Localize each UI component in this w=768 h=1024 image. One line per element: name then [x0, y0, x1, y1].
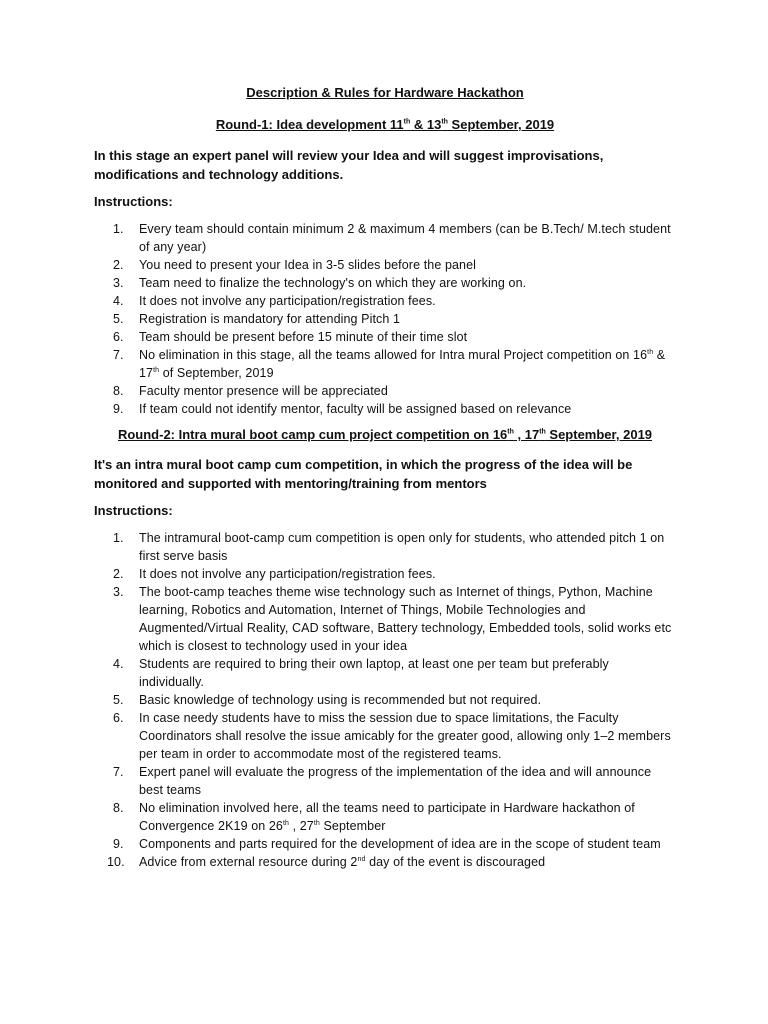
list-item — [94, 328, 676, 346]
list-item-text: You need to present your Idea in 3-5 slides before the panel — [139, 258, 477, 272]
list-item-text: Every team should contain minimum 2 & maximum 4 members (can be B.Tech/ M.tech student of any year) — [139, 222, 671, 254]
document-page — [94, 84, 676, 871]
list-item-number: 6. — [113, 330, 124, 344]
list-item-text: In case needy students have to miss the session due to space limitations, the Faculty Coordinators shall resolve the issue amicably for the greater good, allowing only 1–2 members per team in order to accommodate most of the registered teams. — [139, 711, 671, 761]
round1-heading-sup: th — [441, 118, 448, 126]
round2-intro: It's an intra mural boot camp cum competition, in which the progress of the idea will be monitored and supported with mentoring/training from mentors — [94, 457, 633, 491]
list-item-text: Team should be present before 15 minute of their time slot — [139, 330, 468, 344]
list-item — [94, 292, 676, 310]
list-item-number: 4. — [113, 657, 124, 671]
ordinal-suffix: th — [282, 819, 290, 827]
list-item — [94, 310, 676, 328]
list-item-text: It does not involve any participation/registration fees. — [139, 294, 436, 308]
round1-heading-sup: th — [403, 118, 411, 126]
round1-intro: In this stage an expert panel will review your Idea and will suggest improvisations, modifications and technology additions. — [94, 148, 604, 182]
list-item — [94, 220, 676, 256]
list-item-text-part: , 27 — [289, 819, 314, 833]
round1-heading-text: Round-1: Idea development 11 — [215, 117, 404, 132]
list-item-text: If team could not identify mentor, faculty will be assigned based on relevance — [139, 402, 572, 416]
list-item — [94, 763, 676, 799]
list-item — [94, 583, 676, 655]
list-item-number: 8. — [113, 384, 124, 398]
round2-instructions-label: Instructions: — [94, 503, 173, 518]
list-item-text — [139, 855, 545, 869]
round2-heading-sup: th — [507, 428, 514, 436]
list-item-text: Registration is mandatory for attending Pitch 1 — [139, 312, 401, 326]
list-item — [94, 655, 676, 691]
list-item — [94, 346, 676, 382]
round1-heading — [94, 116, 676, 134]
list-item-text: Faculty mentor presence will be appreciated — [139, 384, 388, 398]
list-item-text-part: & 17 — [139, 348, 666, 380]
list-item-text: Expert panel will evaluate the progress of the implementation of the idea and will announce best teams — [139, 765, 652, 797]
list-item — [94, 565, 676, 583]
list-item-number: 7. — [113, 765, 124, 779]
round2-heading-text: Round-2: Intra mural boot camp cum project competition on 16 — [117, 427, 508, 442]
ordinal-suffix: nd — [357, 855, 366, 863]
list-item-number: 8. — [113, 801, 124, 815]
list-item-number: 2. — [113, 567, 124, 581]
list-item-number: 7. — [113, 348, 124, 362]
list-item-number: 1. — [113, 531, 124, 545]
list-item — [94, 835, 676, 853]
list-item-number: 1. — [113, 222, 124, 236]
list-item-text-part: September — [319, 819, 386, 833]
list-item — [94, 709, 676, 763]
list-item-text-part: Advice from external resource during 2 — [139, 855, 358, 869]
round2-heading-text: , 17 — [513, 427, 540, 442]
list-item-text-part: day of the event is discouraged — [365, 855, 546, 869]
list-item-text: Components and parts required for the development of idea are in the scope of student team — [139, 837, 661, 851]
list-item-text-part: No elimination involved here, all the teams need to participate in Hardware hackathon of Convergence 2K19 on 26 — [139, 801, 635, 833]
list-item — [94, 691, 676, 709]
list-item-text — [139, 801, 635, 833]
list-item — [94, 400, 676, 418]
list-item-text: Basic knowledge of technology using is recommended but not required. — [139, 693, 542, 707]
list-item-text — [139, 348, 665, 380]
round2-heading-text: September, 2019 — [545, 427, 653, 442]
list-item-number: 2. — [113, 258, 124, 272]
document-title: Description & Rules for Hardware Hackathon — [246, 85, 524, 100]
list-item-number: 4. — [113, 294, 124, 308]
list-item-text-part: No elimination in this stage, all the teams allowed for Intra mural Project competition on 16 — [139, 348, 648, 362]
list-item-number: 3. — [113, 276, 124, 290]
list-item — [94, 382, 676, 400]
round1-instructions-list — [94, 220, 676, 418]
list-item-number: 3. — [113, 585, 124, 599]
list-item-number: 5. — [113, 693, 124, 707]
round2-heading-sup: th — [539, 428, 546, 436]
ordinal-suffix: th — [647, 348, 654, 356]
list-item-number: 6. — [113, 711, 124, 725]
ordinal-suffix: th — [153, 366, 160, 374]
round2-heading — [94, 426, 676, 444]
list-item-number: 5. — [113, 312, 124, 326]
list-item-text: It does not involve any participation/registration fees. — [139, 567, 436, 581]
round1-heading-text: September, 2019 — [447, 117, 555, 132]
list-item — [94, 256, 676, 274]
list-item-text: Students are required to bring their own laptop, at least one per team but preferably individually. — [139, 657, 609, 689]
list-item-text: Team need to finalize the technology's on which they are working on. — [139, 276, 527, 290]
list-item — [94, 853, 676, 871]
list-item-number: 10. — [107, 855, 125, 869]
list-item — [94, 274, 676, 292]
list-item-text: The boot-camp teaches theme wise technology such as Internet of things, Python, Machine learning, Robotics and Automation, Internet of Things, Mobile Technologies and Augmented/Virtual Reality, CAD software, Battery technology, Embedded tools, solid works etc which is closest to technology used in your idea — [139, 585, 672, 653]
list-item — [94, 799, 676, 835]
list-item-number: 9. — [113, 837, 124, 851]
round1-instructions-label: Instructions: — [94, 194, 173, 209]
ordinal-suffix: th — [313, 819, 320, 827]
round1-heading-text: & 13 — [410, 117, 442, 132]
round2-instructions-list — [94, 529, 676, 871]
list-item-number: 9. — [113, 402, 124, 416]
list-item — [94, 529, 676, 565]
list-item-text-part: of September, 2019 — [159, 366, 274, 380]
list-item-text: The intramural boot-camp cum competition is open only for students, who attended pitch 1 on first serve basis — [139, 531, 665, 563]
